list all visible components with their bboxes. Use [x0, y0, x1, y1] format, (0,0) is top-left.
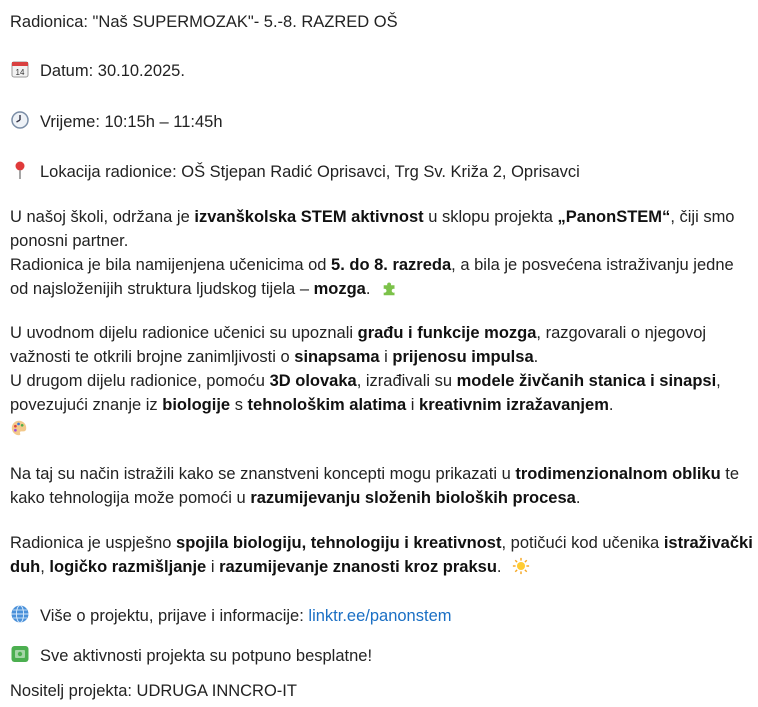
bold-text: biologije: [162, 396, 231, 414]
text: .: [365, 280, 371, 298]
time-text: Vrijeme: 10:15h – 11:45h: [40, 113, 223, 131]
bold-text: građu i funkcije mozga: [357, 324, 537, 342]
text: , čiji smo ponosni partner.: [10, 208, 735, 250]
post-title: Radionica: "Naš SUPERMOZAK"- 5.-8. RAZRED OŠ: [10, 13, 398, 31]
text: .: [608, 396, 614, 414]
project-holder: Nositelj projekta: UDRUGA INNCRO-IT: [10, 682, 297, 700]
free-row: [10, 644, 372, 668]
info-row: [10, 604, 452, 628]
bold-text: modele živčanih stanica i sinapsi: [456, 372, 717, 390]
text: U drugom dijelu radionice, pomoću: [10, 372, 270, 390]
text: , povezujući znanje iz: [10, 372, 721, 414]
palette-icon: [10, 419, 28, 437]
pin-icon: [10, 160, 32, 180]
paragraph-concepts: [10, 462, 755, 510]
sun-icon: [512, 557, 530, 575]
location-text: Lokacija radionice: OŠ Stjepan Radić Oprisavci, Trg Sv. Križa 2, Oprisavci: [40, 163, 580, 181]
info-text: Više o projektu, prijave i informacije:: [40, 607, 309, 625]
text: i: [379, 348, 393, 366]
text: Radionica je bila namijenjena učenicima od: [10, 256, 332, 274]
date-text: Datum: 30.10.2025.: [40, 62, 185, 80]
paragraph-summary: [10, 531, 755, 579]
bold-text: tehnološkim alatima: [247, 396, 407, 414]
bold-text: 3D olovaka: [269, 372, 357, 390]
bold-text: trodimenzionalnom obliku: [515, 465, 721, 483]
text: , a bila je posvećena istraživanju jedne od najsloženijih struktura ljudskog tijela –: [10, 256, 734, 298]
project-link[interactable]: linktr.ee/panonstem: [308, 607, 452, 625]
text: .: [575, 489, 581, 507]
text: Na taj su način istražili kako se znanstveni koncepti mogu prikazati u: [10, 465, 516, 483]
money-icon: [10, 644, 32, 664]
bold-text: 5. do 8. razreda: [331, 256, 452, 274]
text: U uvodnom dijelu radionice učenici su upoznali: [10, 324, 358, 342]
text: i: [206, 558, 220, 576]
text: .: [496, 558, 502, 576]
bold-text: mozga: [313, 280, 366, 298]
bold-text: logičko razmišljanje: [49, 558, 207, 576]
text: u sklopu projekta: [423, 208, 558, 226]
time-row: [10, 110, 223, 134]
bold-text: izvanškolska STEM aktivnost: [194, 208, 424, 226]
text: te kako tehnologija može pomoći u: [10, 465, 740, 507]
location-row: [10, 160, 580, 184]
bold-text: prijenosu impulsa: [392, 348, 534, 366]
text: U našoj školi, održana je: [10, 208, 195, 226]
bold-text: spojila biologiju, tehnologiju i kreativnost: [176, 534, 502, 552]
bold-text: „PanonSTEM“: [557, 208, 671, 226]
text: s: [230, 396, 248, 414]
text: , razgovarali o njegovoj važnosti te otkrili brojne zanimljivosti o: [10, 324, 707, 366]
bold-text: razumijevanju složenih bioloških procesa: [250, 489, 576, 507]
text: Radionica je uspješno: [10, 534, 177, 552]
free-text: Sve aktivnosti projekta su potpuno besplatne!: [40, 647, 373, 665]
text: , potičući kod učenika: [501, 534, 664, 552]
globe-icon: [10, 604, 32, 624]
text: i: [406, 396, 420, 414]
bold-text: kreativnim izražavanjem: [419, 396, 609, 414]
calendar-icon: [10, 59, 32, 79]
puzzle-icon: [381, 279, 399, 297]
text: .: [533, 348, 539, 366]
text: ,: [40, 558, 50, 576]
svg-text:14: 14: [15, 68, 25, 77]
bold-text: sinapsama: [294, 348, 380, 366]
clock-icon: [10, 110, 32, 130]
bold-text: razumijevanje znanosti kroz praksu: [219, 558, 497, 576]
bold-text: istraživački duh: [10, 534, 753, 576]
text: , izrađivali su: [356, 372, 457, 390]
date-row: [10, 59, 185, 83]
paragraph-intro: [10, 205, 755, 301]
paragraph-workshop: [10, 321, 755, 441]
